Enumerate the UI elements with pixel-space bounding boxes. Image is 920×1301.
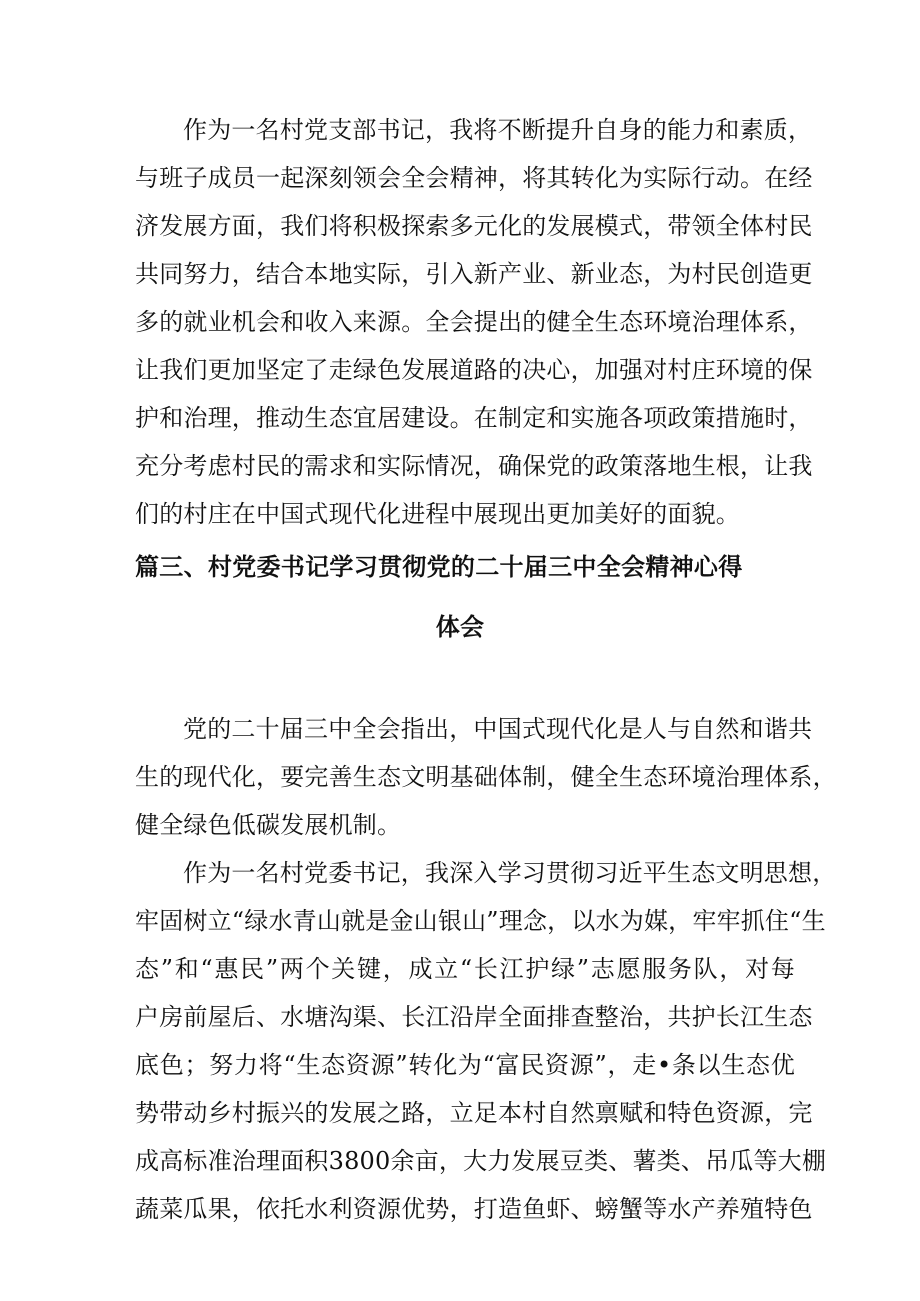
text-line: 党的二十届三中全会指出，中国式现代化是人与自然和谐共 (183, 715, 813, 743)
text-line: 作为一名村党委书记，我深入学习贯彻习近平生态文明思想， (183, 859, 837, 887)
text-line: 蔬菜瓜果，依托水利资源优势，打造鱼虾、螃蟹等水产养殖特色 (135, 1195, 813, 1223)
text-line: 健全绿色低碳发展机制。 (135, 811, 402, 839)
heading-line-2: 体会 (435, 613, 485, 641)
text-line: 户房前屋后、水塘沟渠、长江沿岸全面排查整治，共护长江生态 (135, 1003, 813, 1031)
text-line: 态”和“惠民”两个关键，成立“长江护绿”志愿服务队，对每 (135, 955, 795, 983)
heading-line-1: 篇三、村党委书记学习贯彻党的二十届三中全会精神心得 (135, 553, 743, 581)
text-line: 让我们更加坚定了走绿色发展道路的决心，加强对村庄环境的保 (135, 356, 813, 384)
text-line: 充分考虑村民的需求和实际情况，确保党的政策落地生根，让我 (135, 452, 813, 480)
text-line: 生的现代化，要完善生态文明基础体制，健全生态环境治理体系， (135, 763, 837, 791)
text-line: 势带动乡村振兴的发展之路，立足本村自然禀赋和特色资源，完 (135, 1099, 813, 1127)
text-line: 多的就业机会和收入来源。全会提出的健全生态环境治理体系， (135, 308, 813, 336)
text-line: 成高标准治理面积3800余亩，大力发展豆类、薯类、吊瓜等大棚 (135, 1147, 827, 1175)
text-line: 护和治理，推动生态宜居建设。在制定和实施各项政策措施时， (135, 404, 813, 432)
text-line: 们的村庄在中国式现代化进程中展现出更加美好的面貌。 (135, 500, 740, 528)
text-line: 与班子成员一起深刻领会全会精神，将其转化为实际行动。在经 (135, 164, 813, 192)
text-line: 共同努力，结合本地实际，引入新产业、新业态，为村民创造更 (135, 260, 813, 288)
text-line: 济发展方面，我们将积极探索多元化的发展模式，带领全体村民 (135, 212, 813, 240)
text-line: 底色；努力将“生态资源”转化为“富民资源”，走•条以生态优 (135, 1051, 795, 1079)
text-line: 作为一名村党支部书记，我将不断提升自身的能力和素质， (183, 116, 813, 144)
text-line: 牢固树立“绿水青山就是金山银山”理念，以水为媒，牢牢抓住“生 (135, 907, 826, 935)
